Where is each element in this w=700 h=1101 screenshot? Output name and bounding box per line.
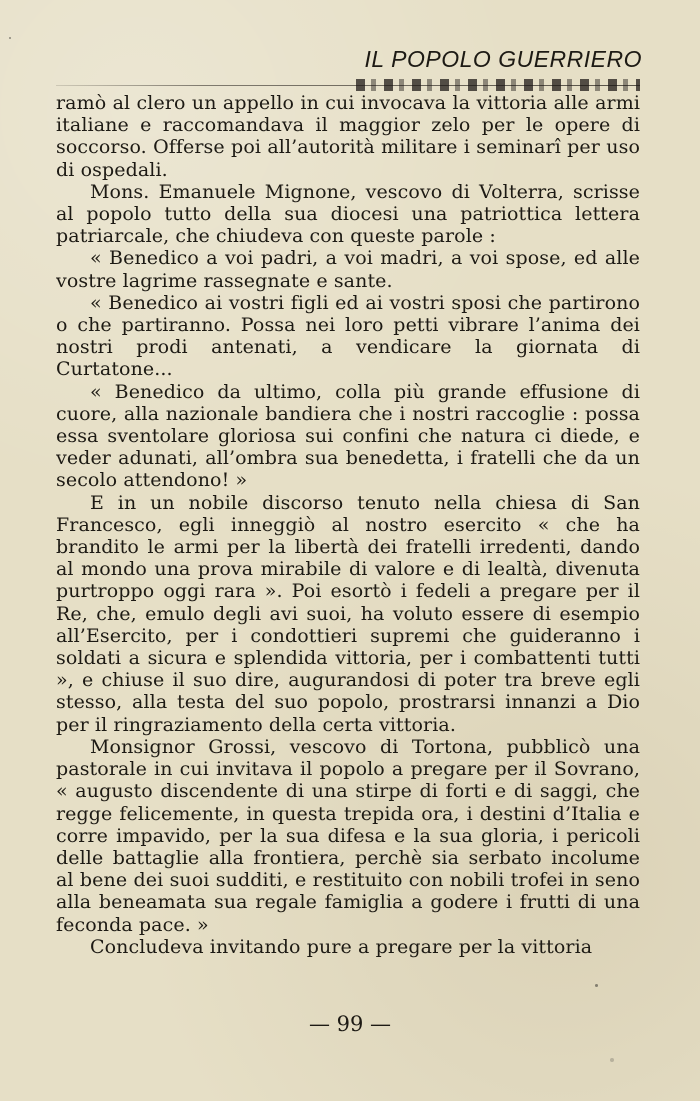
paper-speck (9, 37, 11, 39)
paragraph-quote-sons: « Benedico ai vostri figli ed ai vostri sposi che partirono o che partiranno. Possa nei loro petti vibrare l’anima dei nostri prodi antenati, a vendicare la giornata di Curtatone... (56, 291, 640, 381)
paragraph-conclusion: Concludeva invitando pure a pregare per la vittoria (90, 935, 593, 958)
paragraph-quote-flag: « Benedico da ultimo, colla più grande effusione di cuore, alla nazionale bandiera che i nostri raccoglie : possa essa sventolare gloriosa sui confini che natura ci diede, e veder adunati, all’ombra sua benedetta, i fratelli che da un secolo attendono! » (56, 380, 640, 492)
paragraph-mignone: Mons. Emanuele Mignone, vescovo di Volterra, scrisse al popolo tutto della sua diocesi una patriottica lettera patriarcale, che chiudeva con queste parole : (56, 180, 640, 248)
header-ink-smudge (356, 79, 640, 91)
page-number: — 99 — (308, 1012, 392, 1036)
paragraph-continuation: ramò al clero un appello in cui invocava la vittoria alle armi italiane e raccomandava il maggior zelo per le opere di soccorso. Offerse poi all’autorità militare i seminarî per uso di ospedali. (56, 92, 640, 181)
paper-speck (610, 1058, 614, 1062)
paragraph-quote-parents: « Benedico a voi padri, a voi madri, a voi spose, ed alle vostre lagrime rassegnate e sante. (56, 247, 640, 292)
paragraph-grossi: Monsignor Grossi, vescovo di Tortona, pubblicò una pastorale in cui invitava il popolo a pregare per il Sovrano, « augusto discendente di una stirpe di forti e di saggi, che regge felicemente, in questa trepida ora, i destini d’Italia e corre impavido, per la sua difesa e la sua gloria, i pericoli delle battaglie alla frontiera, perchè sia serbato incolume al bene dei suoi sudditi, e restituito con nobili trofei in seno alla beneamata sua regale famiglia a godere i frutti di una feconda pace. » (56, 735, 640, 936)
paragraph-san-francesco: E in un nobile discorso tenuto nella chiesa di San Francesco, egli inneggiò al nostro esercito « che ha brandito le armi per la libertà dei fratelli irredenti, dando al mondo una prova mirabile di valore e di lealtà, divenuta purtroppo oggi rara ». Poi esortò i fedeli a pregare per il Re, che, emulo degli avi suoi, ha voluto essere di esempio all’Esercito, per i condottieri supremi che guideranno i soldati a sicura e splendida vittoria, per i combattenti tutti », e chiuse il suo dire, augurandosi di poter tra breve egli stesso, alla testa del suo popolo, prostrarsi innanzi a Dio per il ringraziamento della certa vittoria. (56, 491, 640, 736)
paper-speck (595, 984, 598, 987)
running-header-title: IL POPOLO GUERRIERO (364, 46, 642, 72)
body-text (56, 92, 640, 1028)
header-rule (56, 79, 640, 91)
